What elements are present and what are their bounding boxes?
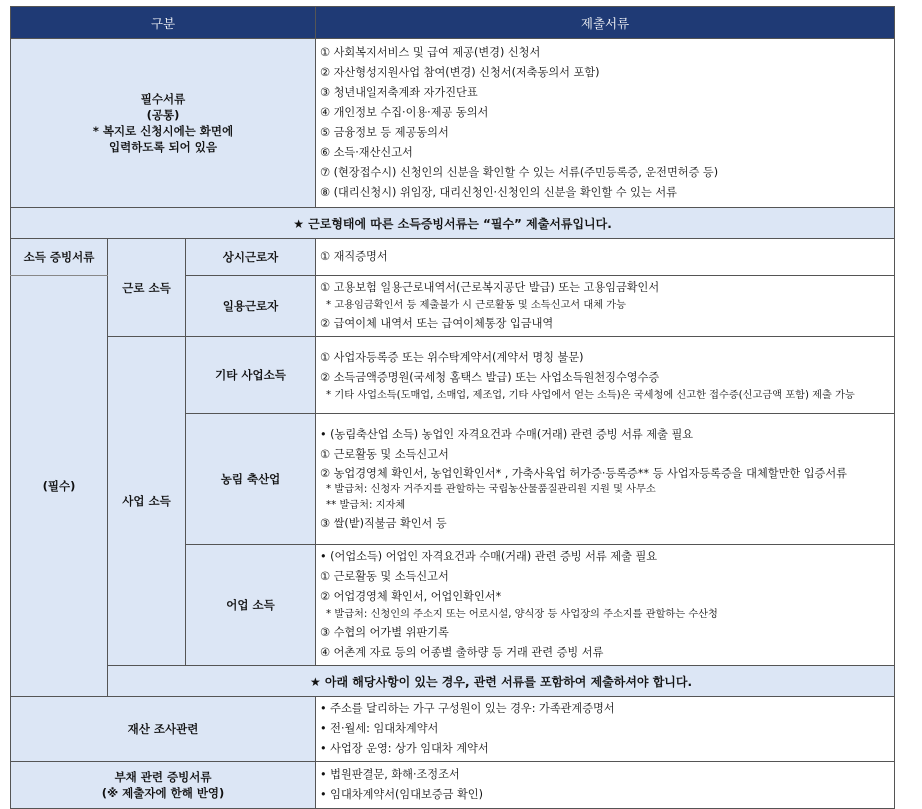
required-label [11, 39, 316, 208]
business-income-label: 사업 소득 [108, 337, 186, 666]
list-item: • (농림축산업 소득) 농업인 자격요건과 수매(거래) 관련 증빙 서류 제출 필요 [320, 427, 694, 441]
farm-label: 농림 축산업 [186, 414, 316, 545]
debt-title: 부채 관련 증빙서류 [114, 770, 212, 784]
required-title: 필수서류 [140, 92, 186, 106]
list-item: • 사업장 운영: 상가 임대차 계약서 [320, 742, 489, 755]
list-item: ② 자산형성지원사업 참여(변경) 신청서(저축동의서 포함) [320, 66, 600, 79]
note: * 기타 사업소득(도매업, 소매업, 제조업, 기타 사업에서 얻는 소득)은 국세청에 신고한 접수증(신고금액 포함) 제출 가능 [326, 389, 855, 401]
debt-sublabel: (※ 제출자에 한해 반영) [101, 786, 225, 800]
list-item: ③ 수협의 어가별 위판기록 [320, 626, 449, 639]
note: * 발급처: 신청자 거주지를 관할하는 국립농산물품질관리원 지원 및 사무소 [326, 483, 656, 495]
farm-docs [316, 414, 895, 545]
additional-notice: ★ 아래 해당사항이 있는 경우, 관련 서류를 포함하여 제출하셔야 합니다. [108, 666, 895, 697]
list-item: ② 소득금액증명원(국세청 홈택스 발급) 또는 사업소득원천징수영수증 [320, 370, 660, 384]
list-item: ① 근로활동 및 소득신고서 [320, 570, 449, 583]
income-row-regular [11, 239, 895, 276]
list-item: ④ 어촌계 자료 등의 어종별 출하량 등 거래 관련 증빙 서류 [320, 646, 604, 659]
list-item: ④ 개인정보 수집·이용·제공 동의서 [320, 106, 489, 119]
regular-worker-docs [316, 239, 895, 276]
fishery-docs [316, 545, 895, 666]
header-row [11, 7, 895, 39]
required-note1: * 복지로 신청시에는 화면에 [92, 124, 234, 138]
required-list [316, 39, 895, 208]
list-item: ② 급여이체 내역서 또는 급여이체통장 입금내역 [320, 317, 554, 330]
list-item: ① 사회복지서비스 및 급여 제공(변경) 신청서 [320, 46, 541, 59]
debt-docs [316, 762, 895, 809]
notice-row-1 [11, 208, 895, 239]
list-item: ③ 청년내일저축계좌 자가진단표 [320, 86, 478, 99]
header-documents: 제출서류 [316, 7, 895, 39]
list-item: ② 어업경영체 확인서, 어업인확인서* [320, 590, 502, 603]
property-row [11, 697, 895, 762]
list-item: ① 사업자등록증 또는 위수탁계약서(계약서 명칭 불문) [320, 350, 584, 364]
note: * 발급처: 신청인의 주소지 또는 어로시설, 양식장 등 사업장의 주소지를 관할하는 수산청 [326, 609, 718, 620]
property-docs [316, 697, 895, 762]
list-item: ③ 쌀(밭)직불금 확인서 등 [320, 516, 447, 530]
header-category: 구분 [11, 7, 316, 39]
debt-row [11, 762, 895, 809]
list-item: ⑥ 소득·재산신고서 [320, 146, 413, 159]
debt-label [11, 762, 316, 809]
list-item: • (어업소득) 어업인 자격요건과 수매(거래) 관련 증빙 서류 제출 필요 [320, 550, 658, 563]
daily-worker-label: 일용근로자 [186, 276, 316, 337]
note: * 고용임금확인서 등 제출불가 시 근로활동 및 소득신고서 대체 가능 [326, 300, 626, 311]
labor-income-label: 근로 소득 [108, 239, 186, 337]
income-notice: ★ 근로형태에 따른 소득증빙서류는 “필수” 제출서류입니다. [11, 208, 895, 239]
required-income-label: (필수) [11, 276, 108, 697]
regular-worker-label: 상시근로자 [186, 239, 316, 276]
note: ** 발급처: 지자체 [326, 499, 406, 511]
income-row-other [11, 337, 895, 414]
other-business-label: 기타 사업소득 [186, 337, 316, 414]
document-table [10, 6, 895, 809]
list-item: ① 재직증명서 [320, 250, 388, 263]
list-item: • 전·월세: 임대차계약서 [320, 722, 439, 735]
other-business-docs [316, 337, 895, 414]
list-item: ① 고용보험 일용근로내역서(근로복지공단 발급) 또는 고용임금확인서 [320, 281, 660, 294]
daily-worker-docs [316, 276, 895, 337]
list-item: ⑧ (대리신청시) 위임장, 대리신청인·신청인의 신분을 확인할 수 있는 서류 [320, 186, 677, 199]
list-item: ⑤ 금융정보 등 제공동의서 [320, 126, 449, 139]
property-label: 재산 조사관련 [11, 697, 316, 762]
notice-row-2 [11, 666, 895, 697]
required-row [11, 39, 895, 208]
list-item: • 임대차계약서(임대보증금 확인) [320, 788, 483, 801]
fishery-label: 어업 소득 [186, 545, 316, 666]
required-note2: 입력하도록 되어 있음 [109, 140, 218, 154]
list-item: • 주소를 달리하는 가구 구성원이 있는 경우: 가족관계증명서 [320, 702, 615, 715]
list-item: • 법원판결문, 화해·조정조서 [320, 768, 460, 781]
list-item: ⑦ (현장접수시) 신청인의 신분을 확인할 수 있는 서류(주민등록증, 운전면허증 등) [320, 166, 719, 179]
required-common: (공통) [146, 108, 180, 122]
income-group-label: 소득 증빙서류 [11, 239, 108, 276]
list-item: ② 농업경영체 확인서, 농업인확인서* , 가축사육업 허가증·등록증** 등 사업자등록증을 대체할만한 입증서류 [320, 466, 847, 480]
list-item: ① 근로활동 및 소득신고서 [320, 447, 449, 461]
